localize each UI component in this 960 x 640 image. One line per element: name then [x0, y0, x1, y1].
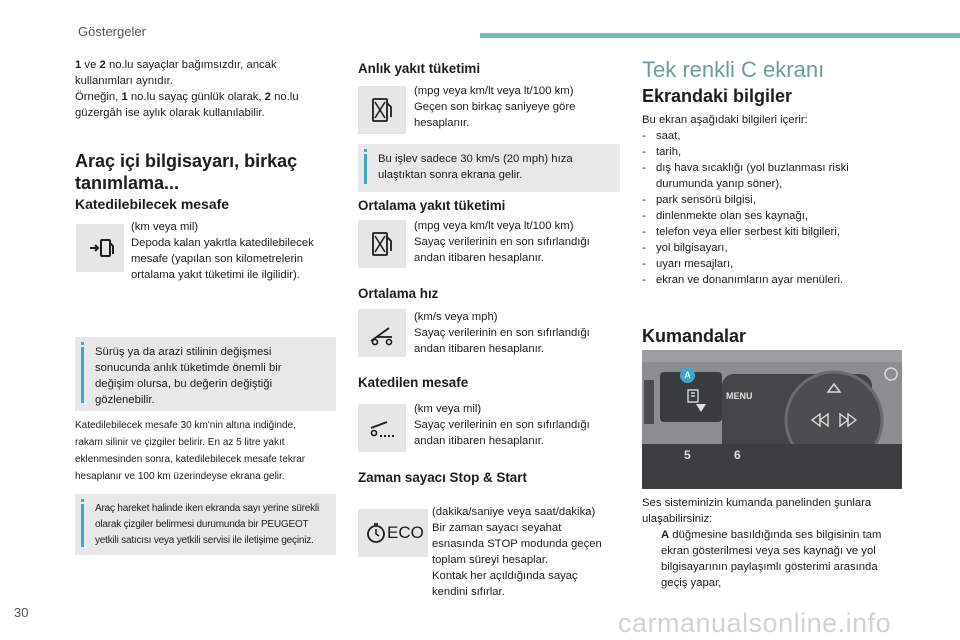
intro-line: 1 ve 2 no.lu sayaçlar bağımsızdır, ancak	[75, 59, 277, 71]
range-text-line: (km veya mil)	[131, 221, 199, 233]
page-number: 30	[14, 605, 29, 620]
text-line: Ses sisteminizin kumanda panelinden şunlara	[642, 497, 872, 509]
text-line: Sayaç verilerinin en son sıfırlandığı	[414, 419, 590, 431]
text-line: (dakika/saniye veya saat/dakika)	[432, 506, 596, 518]
text-line: andan itibaren hesaplanır.	[414, 343, 545, 355]
watermark: carmanualsonline.info	[618, 608, 892, 638]
badge-a: A	[680, 368, 695, 383]
info-note	[75, 337, 336, 411]
distance-heading: Katedilen mesafe	[358, 375, 469, 390]
stop-start-eco-icon	[358, 509, 428, 557]
intro-line: güzergâh ise aylık olarak kullanılabilir.	[75, 107, 265, 119]
note-line: olarak çizgiler belirmesi durumunda bir PEUGEOT	[95, 519, 309, 530]
text-line: Bir zaman sayacı seyahat	[432, 522, 562, 534]
fuel-pump-icon	[358, 220, 406, 268]
text-line: (km veya mil)	[414, 403, 482, 415]
stopstart-heading: Zaman sayacı Stop & Start	[358, 470, 527, 485]
info-intro: Bu ekran aşağıdaki bilgileri içerir:	[642, 114, 808, 126]
info-list-item: - telefon veya eller serbest kiti bilgileri,	[642, 224, 892, 240]
warning-note	[75, 494, 336, 555]
display-title: Tek renkli C ekranı	[642, 57, 825, 82]
controls-bullet	[642, 527, 912, 591]
range-text-line: ortalama yakıt tüketimi ile ilgilidir).	[131, 269, 300, 281]
avg-speed-text	[414, 309, 614, 357]
text-line: (km/s veya mph)	[414, 311, 498, 323]
info-icon	[81, 499, 84, 502]
info-list-item: - saat,	[642, 128, 892, 144]
info-list-item: - ekran ve donanımların ayar menüleri.	[642, 272, 892, 288]
info-list-item: - uyarı mesajları,	[642, 256, 892, 272]
info-heading: Ekrandaki bilgiler	[642, 86, 793, 106]
control-panel-photo	[642, 350, 902, 489]
bullet-line: A düğmesine basıldığında ses bilgisinin tam	[661, 529, 882, 541]
stopstart-text	[432, 504, 622, 600]
intro-line: Örneğin, 1 no.lu sayaç günlük olarak, 2 no.lu	[75, 91, 299, 103]
controls-heading: Kumandalar	[642, 326, 747, 346]
range-text	[131, 219, 346, 283]
text-line: toplam süreyi hesaplar.	[432, 554, 549, 566]
intro-paragraph	[75, 57, 355, 121]
text-line: hesaplanır.	[414, 117, 470, 129]
text-line: andan itibaren hesaplanır.	[414, 435, 545, 447]
info-list-item: - park sensörü bilgisi,	[642, 192, 892, 208]
info-list-block	[642, 112, 892, 288]
trip-distance-icon	[358, 404, 406, 452]
fuel-pump-icon	[358, 86, 406, 134]
range-heading: Katedilebilecek mesafe	[75, 196, 230, 212]
paragraph-line: eklenmesinden sonra, katedilebilecek mesafe tekrar	[75, 454, 306, 465]
text-line: andan itibaren hesaplanır.	[414, 252, 545, 264]
text-line: Sayaç verilerinin en son sıfırlandığı	[414, 327, 590, 339]
avg-speed-icon	[358, 309, 406, 357]
info-list-item: - dinlenmekte olan ses kaynağı,	[642, 208, 892, 224]
section-label: Göstergeler	[78, 24, 146, 39]
range-text-line: mesafe (yapılan son kilometrelerin	[131, 253, 304, 265]
range-paragraph	[75, 417, 345, 485]
text-line: (mpg veya km/lt veya lt/100 km)	[414, 85, 574, 97]
text-line: Kontak her açıldığında sayaç	[432, 570, 578, 582]
avg-consumption-text	[414, 218, 614, 266]
header-accent-bar	[480, 33, 960, 38]
text-line: kendini sıfırlar.	[432, 586, 505, 598]
avg-consumption-heading: Ortalama yakıt tüketimi	[358, 198, 506, 213]
bullet-line: ekran gösterilmesi veya ses kaynağı ve yol	[661, 545, 876, 557]
menu-button-label: MENU	[726, 391, 753, 401]
info-icon	[364, 149, 367, 152]
text-line: (mpg veya km/lt veya lt/100 km)	[414, 220, 574, 232]
info-note	[358, 144, 620, 192]
info-list-item: - yol bilgisayarı,	[642, 240, 892, 256]
paragraph-line: rakam silinir ve çizgiler belirir. En az 5 litre yakıt	[75, 437, 285, 448]
note-line: yetkili satıcısı veya yetkili servisi ile iletişime geçiniz.	[95, 535, 314, 546]
note-line: sonucunda anlık tüketimde önemli bir	[95, 362, 282, 374]
info-icon	[81, 342, 84, 345]
note-line: değişim olursa, bu değerin değiştiği	[95, 378, 273, 390]
intro-line: kullanımları aynıdır.	[75, 75, 173, 87]
instant-heading: Anlık yakıt tüketimi	[358, 61, 481, 76]
info-list-item: - tarih,	[642, 144, 892, 160]
text-line: Sayaç verilerinin en son sıfırlandığı	[414, 236, 590, 248]
text-line: esnasında STOP modunda geçen	[432, 538, 602, 550]
range-icon	[76, 224, 124, 272]
paragraph-line: hesaplanır ve 100 km üzerindeyse ekrana gelir.	[75, 471, 285, 482]
range-text-line: Depoda kalan yakıtla katedilebilecek	[131, 237, 314, 249]
note-line: Sürüş ya da arazi stilinin değişmesi	[95, 346, 272, 358]
bullet-line: geçiş yapar,	[661, 577, 722, 589]
note-line: gözlenebilir.	[95, 394, 155, 406]
controls-text	[642, 495, 912, 591]
paragraph-line: Katedilebilecek mesafe 30 km'nin altına indiğinde,	[75, 420, 296, 431]
eco-label: ECO	[387, 523, 424, 542]
section-title-line: tanımlama...	[75, 173, 180, 193]
bullet-line: bilgisayarının paylaşımlı gösterimi arasında	[661, 561, 878, 573]
info-list-item: - dış hava sıcaklığı (yol buzlanması riski durumunda yanıp söner),	[642, 160, 892, 192]
info-list	[642, 128, 892, 288]
text-line: ulaşabilirsiniz:	[642, 513, 713, 525]
preset-5-label: 5	[684, 448, 691, 462]
instant-text	[414, 83, 614, 131]
note-line: ulaştıktan sonra ekrana gelir.	[378, 169, 523, 181]
section-title	[75, 150, 355, 194]
note-line: Bu işlev sadece 30 km/s (20 mph) hıza	[378, 153, 573, 165]
note-line: Araç hareket halinde iken ekranda sayı yerine sürekli	[95, 503, 319, 514]
avg-speed-heading: Ortalama hız	[358, 286, 439, 301]
preset-6-label: 6	[734, 448, 741, 462]
distance-text	[414, 401, 614, 449]
text-line: Geçen son birkaç saniyeye göre	[414, 101, 576, 113]
section-title-line: Araç içi bilgisayarı, birkaç	[75, 151, 298, 171]
